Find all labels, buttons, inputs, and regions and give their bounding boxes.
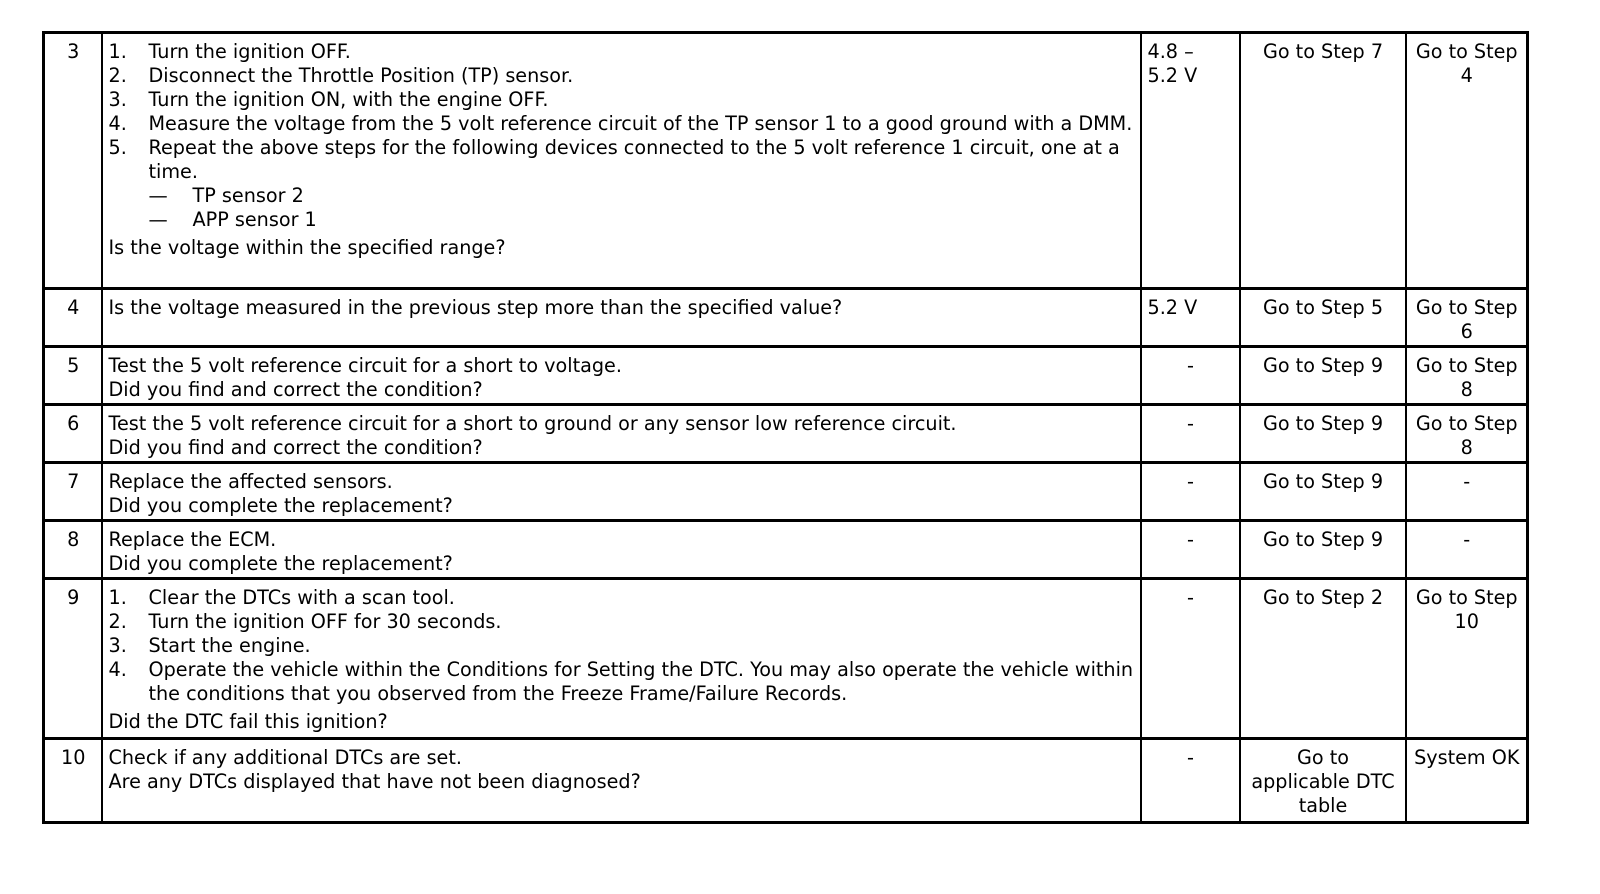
value-cell: - [1141,739,1240,823]
list-item [109,658,1135,706]
no-cell: Go to Step 8 [1406,405,1528,463]
question-text: Did you complete the replacement? [108,552,453,575]
item-number: 4. [108,112,127,135]
item-text: Turn the ignition OFF. [148,40,351,63]
step-number: 7 [44,463,102,521]
sub-list-item [149,184,1135,208]
yes-cell: Go to Step 7 [1240,33,1406,289]
action-cell [102,289,1141,347]
list-item [109,40,1135,64]
item-number: 2. [108,610,127,633]
item-text: Disconnect the Throttle Position (TP) sensor. [148,64,574,87]
step-number: 3 [44,33,102,289]
item-text: Turn the ignition OFF for 30 seconds. [148,610,502,633]
action-cell [102,405,1141,463]
value-line: 5.2 V [1147,64,1198,87]
item-number: 2. [108,64,127,87]
question-text: Did you find and correct the condition? [108,436,483,459]
step-number: 6 [44,405,102,463]
question-text: Are any DTCs displayed that have not been diagnosed? [108,770,641,793]
table-row [44,579,1528,739]
item-text: Repeat the above steps for the following devices connected to the 5 volt reference 1 circuit, one at a time. [148,136,1120,183]
table-row [44,347,1528,405]
action-text: Test the 5 volt reference circuit for a short to ground or any sensor low reference circuit. [108,412,957,435]
action-cell [102,33,1141,289]
no-cell: Go to Step 4 [1406,33,1528,289]
item-text: Start the engine. [148,634,311,657]
yes-cell: Go to Step 2 [1240,579,1406,739]
table-row [44,739,1528,823]
item-text: Clear the DTCs with a scan tool. [148,586,455,609]
step-number: 8 [44,521,102,579]
value-cell: - [1141,579,1240,739]
table-row [44,463,1528,521]
value-cell: 5.2 V [1141,289,1240,347]
step-number: 4 [44,289,102,347]
value-line: 4.8 – [1147,40,1194,63]
action-text: Test the 5 volt reference circuit for a short to voltage. [108,354,622,377]
no-cell: Go to Step 6 [1406,289,1528,347]
sub-item-text: APP sensor 1 [192,208,317,231]
sub-list [149,184,1135,232]
no-cell: System OK [1406,739,1528,823]
diagnostic-table [42,31,1529,824]
action-text: Replace the affected sensors. [108,470,393,493]
item-number: 3. [108,88,127,111]
no-cell: - [1406,463,1528,521]
list-item [109,112,1135,136]
list-item [109,610,1135,634]
table-row [44,33,1528,289]
table-row [44,405,1528,463]
action-text: Replace the ECM. [108,528,277,551]
step-number: 5 [44,347,102,405]
action-cell [102,347,1141,405]
yes-cell: Go to Step 9 [1240,347,1406,405]
action-cell [102,463,1141,521]
list-item [109,64,1135,88]
table-row [44,521,1528,579]
value-cell: - [1141,521,1240,579]
value-cell: - [1141,347,1240,405]
table-row [44,289,1528,347]
question-text: Is the voltage within the specified range? [108,236,506,259]
list-item [109,88,1135,112]
step-list [109,586,1135,706]
action-text: Check if any additional DTCs are set. [108,746,462,769]
value-cell: - [1141,463,1240,521]
action-cell [102,739,1141,823]
yes-cell: Go to Step 5 [1240,289,1406,347]
item-text: Turn the ignition ON, with the engine OFF. [148,88,549,111]
step-number: 9 [44,579,102,739]
step-number: 10 [44,739,102,823]
action-text: Is the voltage measured in the previous step more than the specified value? [108,296,843,319]
question-text: Did you find and correct the condition? [108,378,483,401]
yes-cell: Go to Step 9 [1240,521,1406,579]
no-cell: Go to Step 10 [1406,579,1528,739]
no-cell: Go to Step 8 [1406,347,1528,405]
sub-item-text: TP sensor 2 [192,184,304,207]
value-cell: - [1141,405,1240,463]
yes-cell: Go to applicable DTC table [1240,739,1406,823]
item-number: 1. [108,40,127,63]
dash-bullet: — [148,208,168,231]
value-cell [1141,33,1240,289]
dash-bullet: — [148,184,168,207]
sub-list-item [149,208,1135,232]
item-text: Operate the vehicle within the Conditions for Setting the DTC. You may also operate the vehicle within the conditions that you observed from the Freeze Frame/Failure Records. [148,658,1134,705]
item-number: 3. [108,634,127,657]
item-number: 5. [108,136,127,159]
item-text: Measure the voltage from the 5 volt reference circuit of the TP sensor 1 to a good ground with a DMM. [148,112,1133,135]
action-cell [102,521,1141,579]
item-number: 1. [108,586,127,609]
question-text: Did the DTC fail this ignition? [108,710,388,733]
question-text: Did you complete the replacement? [108,494,453,517]
list-item [109,586,1135,610]
step-list [109,40,1135,232]
list-item [109,136,1135,232]
yes-cell: Go to Step 9 [1240,405,1406,463]
action-cell [102,579,1141,739]
no-cell: - [1406,521,1528,579]
item-number: 4. [108,658,127,681]
list-item [109,634,1135,658]
yes-cell: Go to Step 9 [1240,463,1406,521]
